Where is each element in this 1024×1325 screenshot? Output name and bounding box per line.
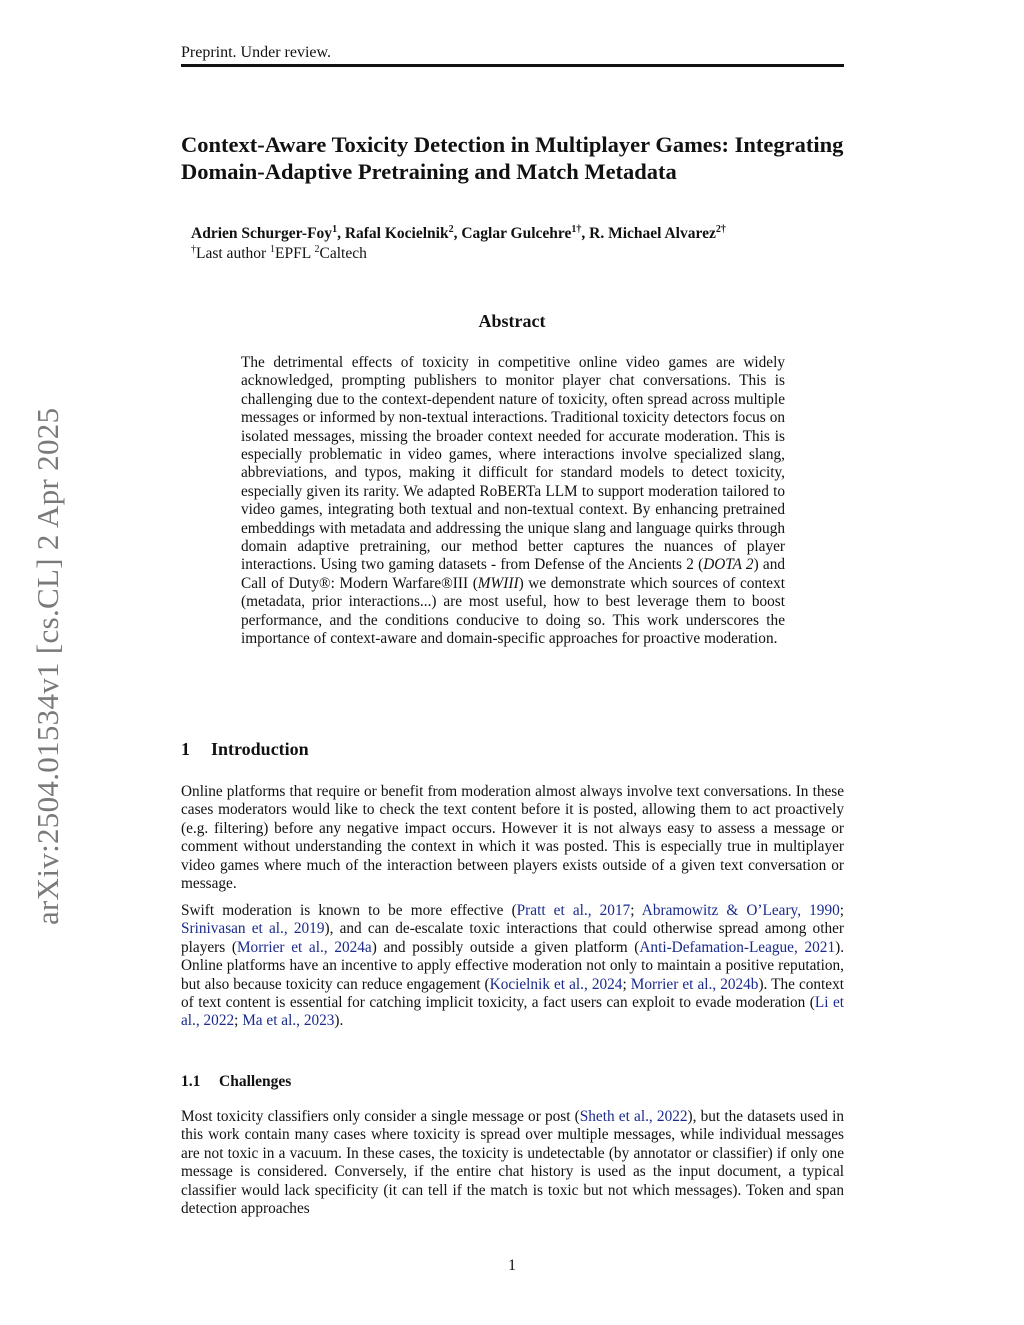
citation-link[interactable]: Morrier et al., 2024a: [236, 938, 372, 956]
citation-link[interactable]: Srinivasan et al., 2019: [181, 920, 325, 938]
affil-mark: 2: [314, 244, 320, 255]
abstract-text: [241, 354, 785, 649]
affil-epfl: EPFL: [275, 245, 311, 263]
text-run: ). The context of text content is essential for catching implicit toxicity, a fact users can exploit to evade moderation (: [181, 975, 844, 1012]
citation-link[interactable]: Li et al., 2022: [181, 994, 844, 1030]
author-name: Caglar Gulcehre: [461, 225, 572, 243]
dataset-name: DOTA 2: [703, 556, 754, 574]
section-number: 1: [181, 739, 190, 759]
citation-link[interactable]: Anti-Defamation-League, 2021: [639, 938, 836, 956]
text-run: ), but the datasets used in this work contain many cases where toxicity is spread over multiple messages, while individual messages are not toxic in a vacuum. In these cases, the toxicity is undetectable (by annotator or classifier) if only one message is considered. Conversely, if the entire chat history is used as the input document, a typical classifier would lack specificity (it can tell if the match is toxic but not which messages). Token and span detection approaches: [181, 1108, 844, 1218]
citation-link[interactable]: Ma et al., 2023: [242, 1012, 335, 1030]
arxiv-stamp: arXiv:2504.01534v1 [cs.CL] 2 Apr 2025: [30, 407, 65, 925]
citation-link[interactable]: Kocielnik et al., 2024: [489, 975, 623, 993]
author-affil-mark: 2: [448, 224, 454, 235]
section-heading-introduction: [181, 739, 309, 760]
text-run: ).: [334, 1012, 344, 1030]
dataset-name: MWIII: [477, 574, 519, 592]
author-name: R. Michael Alvarez: [589, 225, 716, 243]
text-run: ) and possibly outside a given platform (: [371, 938, 640, 956]
running-head: Preprint. Under review.: [181, 44, 332, 61]
author-affil-mark: 1†: [571, 224, 582, 235]
subsection-title: Challenges: [219, 1073, 292, 1090]
last-author-note: Last author: [196, 245, 267, 263]
citation-link[interactable]: Pratt et al., 2017: [516, 902, 631, 919]
affil-mark: 1: [270, 244, 276, 255]
challenges-paragraph: [181, 1108, 844, 1218]
abstract-heading: Abstract: [478, 311, 546, 331]
author-name: Adrien Schurger-Foy: [191, 225, 333, 243]
text-run: ), and can de-escalate toxic interactions that could otherwise spread among other players (: [181, 920, 844, 956]
citation-link[interactable]: Abramowitz & O’Leary, 1990: [641, 902, 840, 919]
section-title: Introduction: [211, 739, 309, 759]
subsection-number: 1.1: [181, 1073, 201, 1090]
header-rule: [181, 64, 844, 67]
text-run: Most toxicity classifiers only consider a single message or post (: [181, 1108, 580, 1125]
citation-link[interactable]: Sheth et al., 2022: [579, 1108, 688, 1125]
citation-link[interactable]: Morrier et al., 2024b: [630, 975, 759, 993]
intro-paragraph-1: Online platforms that require or benefit from moderation almost always involve text conversations. In these cases moderators would like to check the text content before it is posted, allowing them to act proactively (e.g. filtering) before any negative impact occurs. However it is not always easy to assess a message or comment without understanding the context in which it was posted. This is especially true in multiplayer video games where much of the interaction between players exists outside of a given text conversation or message.: [181, 783, 844, 893]
author-affil-mark: 2†: [715, 224, 726, 235]
intro-paragraph-2: Swift moderation is known to be more effective (Pratt et al., 2017; Abramowitz & O’Leary, 1990; Srinivasan et al., 2019), and can de-escalate toxic interactions that could otherwise spread among other players (Morrier et al., 2024a) and possibly outside a given platform (Anti-Defamation-League, 2021). Online platforms have an incentive to apply effective moderation not only to maintain a positive reputation, but also because toxicity can reduce engagement (Kocielnik et al., 2024; Morrier et al., 2024b). The context of text content is essential for catching implicit toxicity, a fact users can exploit to evade moderation (Li et al., 2022; Ma et al., 2023).: [181, 902, 845, 1030]
dagger-mark: †: [191, 244, 196, 255]
abstract-part: ) we demonstrate which sources of context (metadata, prior interactions...) are most useful, how to best leverage them to boost performance, and the conditions conducive to doing so. This work underscores the importance of context-aware and domain-specific approaches for proactive moderation.: [241, 574, 785, 648]
abstract-part: ) and Call of Duty®: Modern Warfare®III (: [241, 556, 785, 592]
affil-caltech: Caltech: [319, 245, 367, 263]
author-affil-mark: 1: [332, 224, 338, 235]
abstract-part: The detrimental effects of toxicity in competitive online video games are widely acknowledged, prompting publishers to monitor player chat conversations. This is challenging due to the context-dependent nature of toxicity, often spread across multiple messages or informed by non-textual interactions. Traditional toxicity detectors focus on isolated messages, missing the broader context needed for accurate moderation. This is especially problematic in video games, where interactions involve specialized slang, abbreviations, and typos, making it difficult for standard models to detect toxicity, especially given its rarity. We adapted RoBERTa LLM to support moderation tailored to video games, integrating both textual and non-textual context. By enhancing pretrained embeddings with metadata and addressing the unique slang and language quirks through domain adaptive pretraining, our method better captures the nuances of player interactions. Using two gaming datasets - from Defense of the Ancients 2 (: [241, 354, 785, 574]
author-name: Rafal Kocielnik: [344, 225, 449, 243]
affiliations: [191, 244, 367, 263]
paper-title: Context-Aware Toxicity Detection in Multiplayer Games: Integrating Domain-Adaptive Pretraining and Match Metadata: [181, 132, 844, 184]
text-run: ). Online platforms have an incentive to apply effective moderation not only to maintain a positive reputation, but also because toxicity can reduce engagement (: [181, 938, 845, 993]
page-number: 1: [508, 1257, 516, 1274]
subsection-heading-challenges: [181, 1073, 291, 1091]
text-run: Swift moderation is known to be more effective (: [181, 902, 517, 919]
author-list: Adrien Schurger-Foy$^1$, Rafal Kocielnik$^2$, Caglar Gulcehre$^{1\dagger}$, R. Michael Alvarez$^{2\dagger}$: [191, 224, 726, 243]
